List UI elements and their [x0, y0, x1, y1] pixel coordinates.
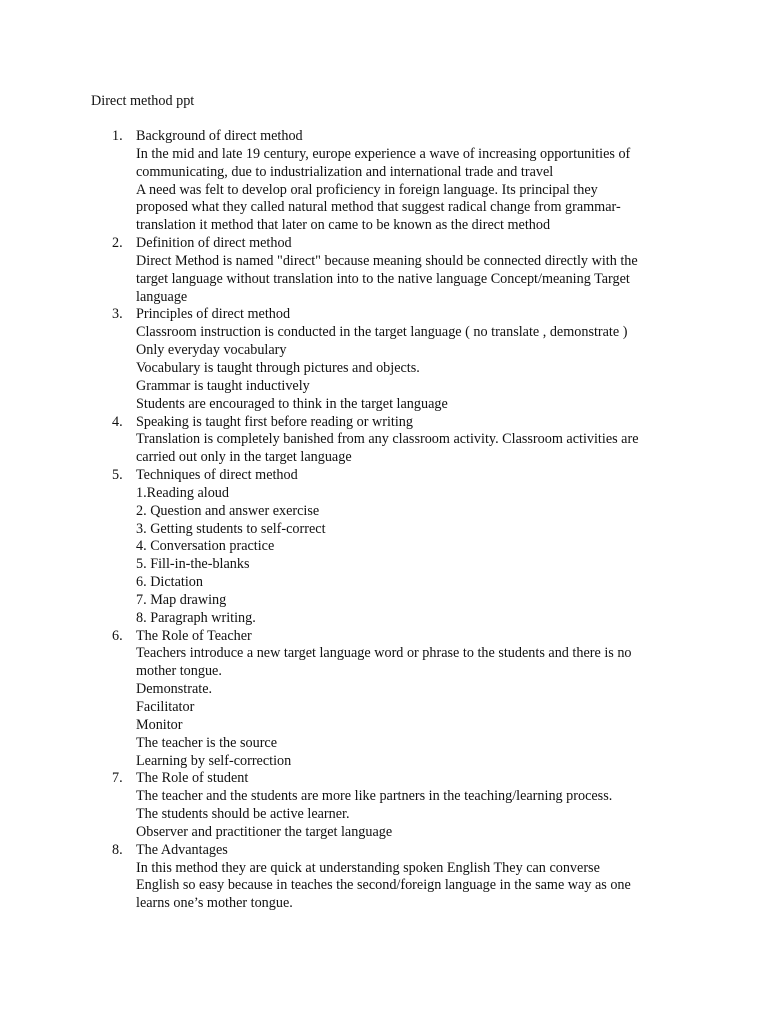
section-number: 4. — [112, 413, 123, 430]
section-heading: The Role of Teacher — [136, 627, 252, 644]
section-item — [0, 628, 768, 771]
section-text-line: Monitor — [136, 716, 183, 733]
section-number: 7. — [112, 770, 123, 787]
section-item — [0, 306, 768, 413]
section-text-line: proposed what they called natural method that suggest radical change from grammar- — [136, 199, 621, 216]
section-text-line: target language without translation into to the native language Concept/meaning Target — [136, 270, 630, 287]
section-text-line: Teachers introduce a new target language word or phrase to the students and there is no — [136, 645, 632, 662]
section-text-line: Facilitator — [136, 699, 195, 715]
section-text-line: Classroom instruction is conducted in the target language ( no translate , demonstrate ) — [136, 324, 628, 341]
section-text-line: 2. Question and answer exercise — [136, 502, 320, 519]
section-heading: The Role of student — [136, 770, 249, 787]
section-text-line: 6. Dictation — [136, 574, 203, 591]
section-text-line: Demonstrate. — [136, 681, 213, 698]
section-heading: Background of direct method — [136, 128, 303, 144]
section-heading: The Advantages — [136, 841, 228, 858]
section-text-line: In this method they are quick at understanding spoken English They can converse — [136, 859, 600, 876]
section-text-line: language — [136, 288, 188, 305]
section-number: 8. — [112, 841, 123, 858]
section-text-line: translation it method that later on came to be known as the direct method — [136, 217, 551, 234]
section-number: 2. — [112, 235, 123, 252]
section-text-line: The students should be active learner. — [136, 806, 350, 823]
section-text-line: In the mid and late 19 century, europe experience a wave of increasing opportunities of — [136, 145, 631, 162]
section-heading: Definition of direct method — [136, 235, 292, 252]
section-text-line: Translation is completely banished from any classroom activity. Classroom activities are — [136, 431, 639, 448]
section-item — [0, 235, 768, 306]
section-text-line: mother tongue. — [136, 663, 222, 680]
section-text-line: Vocabulary is taught through pictures and objects. — [136, 359, 420, 376]
section-text-line: Direct Method is named "direct" because meaning should be connected directly with the — [136, 252, 638, 269]
section-text-line: The teacher and the students are more like partners in the teaching/learning process. — [136, 788, 613, 805]
section-number: 6. — [112, 627, 123, 644]
section-text-line: A need was felt to develop oral proficiency in foreign language. Its principal they — [136, 181, 598, 198]
section-text-line: The teacher is the source — [136, 734, 278, 751]
section-text-line: Grammar is taught inductively — [136, 377, 310, 394]
section-heading: Principles of direct method — [136, 306, 291, 323]
section-text-line: Observer and practitioner the target language — [136, 823, 393, 840]
section-text-line: Only everyday vocabulary — [136, 342, 287, 359]
section-text-line: 7. Map drawing — [136, 591, 227, 608]
section-item — [0, 128, 768, 235]
section-number: 5. — [112, 467, 123, 484]
section-item — [0, 842, 768, 913]
section-item — [0, 770, 768, 841]
section-text-line: 4. Conversation practice — [136, 538, 275, 555]
section-heading: Techniques of direct method — [136, 467, 298, 484]
section-text-line: 3. Getting students to self-correct — [136, 520, 326, 537]
section-text-line: English so easy because in teaches the second/foreign language in the same way as one — [136, 877, 631, 894]
section-item — [0, 467, 768, 628]
section-text-line: 5. Fill-in-the-blanks — [136, 556, 250, 573]
section-text-line: Learning by self-correction — [136, 752, 292, 769]
section-text-line: 8. Paragraph writing. — [136, 609, 256, 626]
section-text-line: learns one’s mother tongue. — [136, 895, 293, 912]
section-number: 1. — [112, 128, 123, 144]
section-text-line: carried out only in the target language — [136, 449, 352, 466]
section-text-line: 1.Reading aloud — [136, 484, 229, 501]
section-list — [0, 128, 768, 913]
section-text-line: communicating, due to industrialization and international trade and travel — [136, 163, 554, 180]
section-text-line: Students are encouraged to think in the target language — [136, 395, 448, 412]
section-number: 3. — [112, 306, 123, 323]
section-item — [0, 414, 768, 468]
section-heading: Speaking is taught first before reading or writing — [136, 413, 413, 430]
document-title: Direct method ppt — [91, 93, 195, 109]
